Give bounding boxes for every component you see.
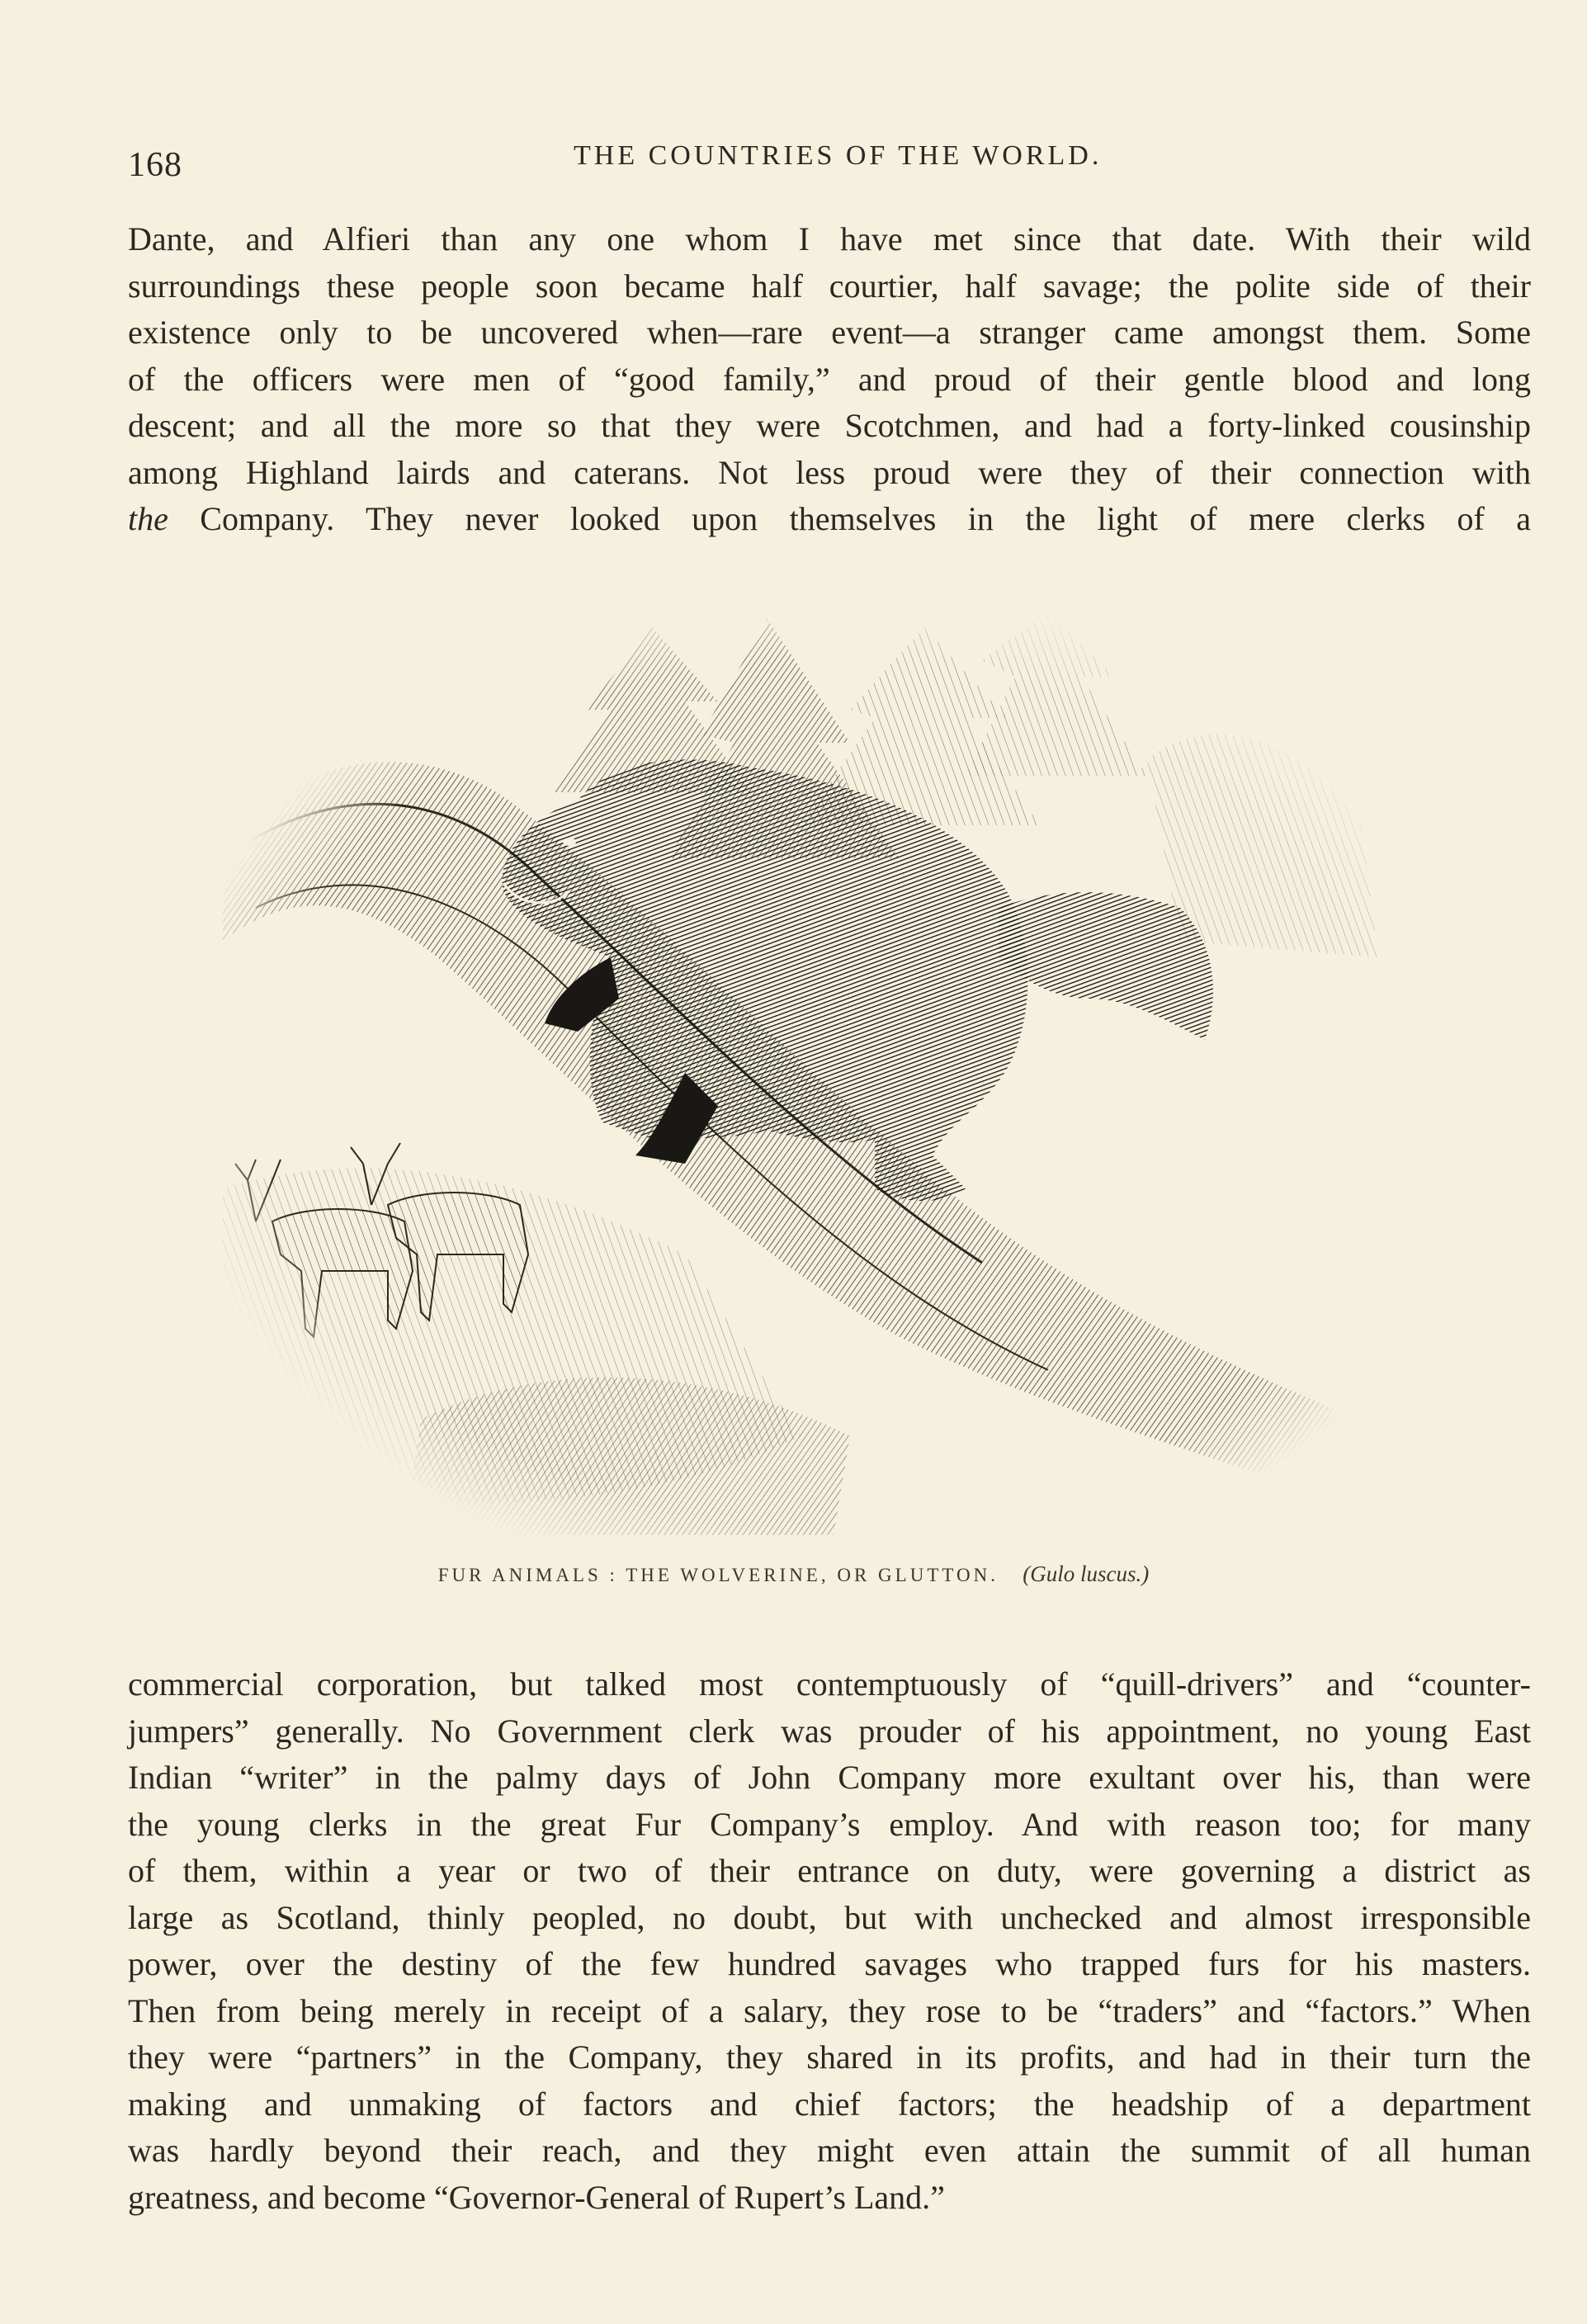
- text-line: was hardly beyond their reach, and they might even attain the summit of all human: [128, 2132, 1531, 2169]
- text-line: existence only to be uncovered when—rare event—a stranger came amongst them. Some: [128, 314, 1531, 351]
- text-line: among Highland lairds and caterans. Not less proud were they of their connection with: [128, 453, 1531, 491]
- paragraph-bottom: [128, 1661, 1531, 2221]
- text-line: of the officers were men of “good family,” and proud of their gentle blood and long: [128, 360, 1531, 398]
- page-header: [128, 140, 1531, 190]
- caption-scientific-name: (Gulo luscus.): [1023, 1561, 1150, 1586]
- text-line: surroundings these people soon became half courtier, half savage; the polite side of their: [128, 267, 1531, 305]
- page-number: 168: [128, 146, 182, 184]
- text-line: Indian “writer” in the palmy days of John Company more exultant over his, than were: [128, 1759, 1531, 1796]
- engraving-illustration: [223, 611, 1436, 1535]
- text-line: Dante, and Alfieri than any one whom I have met since that date. With their wild: [128, 220, 1531, 257]
- wolverine-engraving: [223, 611, 1436, 1535]
- text-line: large as Scotland, thinly peopled, no doubt, but with unchecked and almost irresponsible: [128, 1898, 1531, 1936]
- text-line: jumpers” generally. No Government clerk was prouder of his appointment, no young East: [128, 1712, 1531, 1750]
- text-line: descent; and all the more so that they were Scotchmen, and had a forty-linked cousinship: [128, 407, 1531, 444]
- text-line: of them, within a year or two of their entrance on duty, were governing a district as: [128, 1852, 1531, 1889]
- text-line-with-italic: [128, 496, 1531, 543]
- italic-word: the: [128, 500, 168, 537]
- text-line-rest: Company. They never looked upon themselves in the light of mere clerks of a: [168, 500, 1531, 537]
- figure-caption: [0, 1561, 1587, 1587]
- running-title: THE COUNTRIES OF THE WORLD.: [574, 140, 1103, 171]
- text-line: they were “partners” in the Company, they shared in its profits, and had in their turn the: [128, 2038, 1531, 2076]
- paragraph-top: [128, 216, 1531, 543]
- text-line: greatness, and become “Governor-General of Rupert’s Land.”: [128, 2178, 945, 2216]
- text-line: making and unmaking of factors and chief factors; the headship of a department: [128, 2085, 1531, 2123]
- text-line: Then from being merely in receipt of a salary, they rose to be “traders” and “factors.” When: [128, 1991, 1531, 2029]
- text-line: the young clerks in the great Fur Company’s employ. And with reason too; for many: [128, 1805, 1531, 1843]
- caption-main: FUR ANIMALS : THE WOLVERINE, OR GLUTTON.: [437, 1565, 999, 1585]
- text-line: power, over the destiny of the few hundred savages who trapped furs for his masters.: [128, 1945, 1531, 1982]
- text-line: commercial corporation, but talked most contemptuously of “quill-drivers” and “counter-: [128, 1665, 1531, 1703]
